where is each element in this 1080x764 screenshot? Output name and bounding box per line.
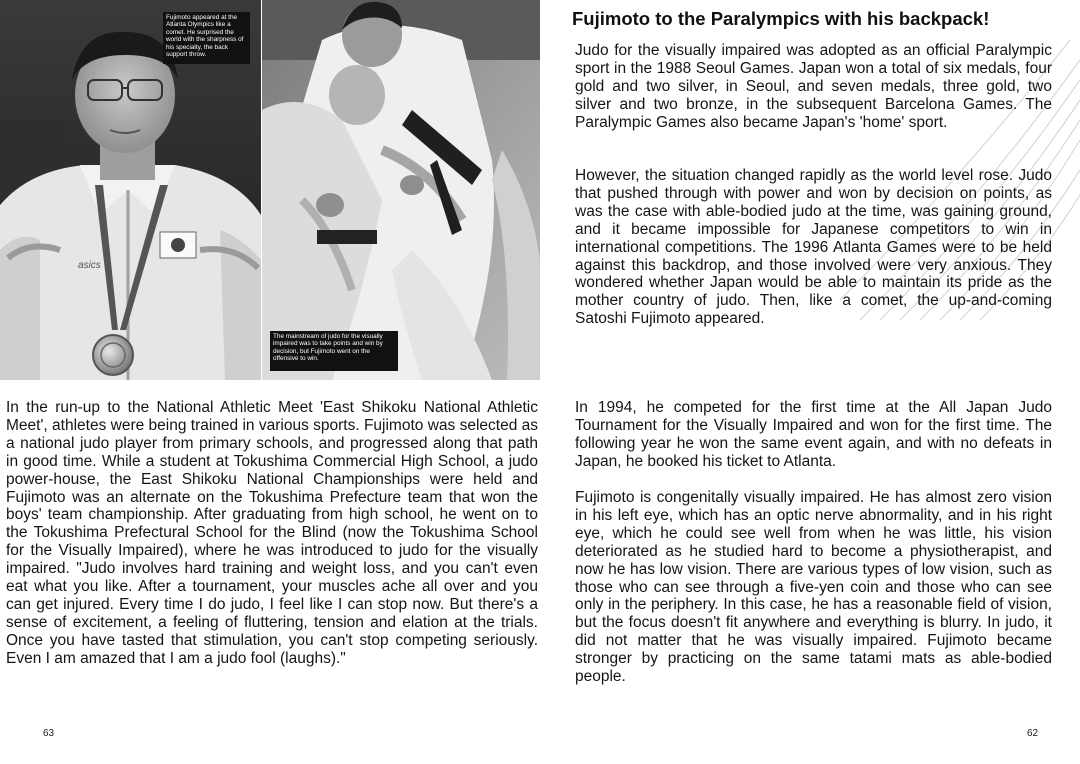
right-paragraph-3: In 1994, he competed for the first time at the All Japan Judo Tournament for the Visually Impaired and won for the first time. The following year he won the same event again, and with no defeats in Japan, he booked his ticket to Atlanta. bbox=[575, 399, 1052, 470]
judo-match-photo bbox=[262, 0, 540, 380]
photo-caption-medalist: Fujimoto appeared at the Atlanta Olympics like a comet. He surprised the world with the sharpness of his specialty, the back support throw. bbox=[163, 12, 250, 64]
left-body-paragraph: In the run-up to the National Athletic Meet 'East Shikoku National Athletic Meet', athletes were being trained in various sports. Fujimoto was selected as a national judo player from primary schools, and progressed along that path in good time. While a student at Tokushima Commercial High School, a judo power-house, the East Shikoku National Championships were held and Fujimoto was an alternate on the Tokushima Prefecture team that won the boys' team championship. After graduating from high school, he went on to the Tokushima Prefectural School for the Blind (now the Tokushima School for the Visually Impaired), where he was introduced to judo for the visually impaired. "Judo involves hard training and weight loss, and you can't even eat what you like. After a tournament, your muscles ache all over and you can get injured. Every time I do judo, I feel like I can stop now. But there's a sense of excitement, a feeling of fluttering, tension and elation at the trials. Once you have tasted that stimulation, you can't stop competing seriously. Even I am amazed that I am a judo fool (laughs)." bbox=[6, 399, 538, 667]
svg-text:asics: asics bbox=[78, 260, 101, 271]
right-paragraph-1: Judo for the visually impaired was adopted as an official Paralympic sport in the 1988 Seoul Games. Japan won a total of six medals, four gold and two silver, in Seoul, and seven medals, three gold, two silver and two bronze, in the subsequent Barcelona Games. The Paralympic Games also became Japan's 'home' sport. bbox=[575, 42, 1052, 131]
photo-caption-match: The mainstream of judo for the visually impaired was to take points and win by decision, but Fujimoto went on the offensive to win. bbox=[270, 331, 398, 371]
page-number-right: 62 bbox=[1027, 728, 1039, 739]
page-number-left: 63 bbox=[43, 728, 55, 739]
right-paragraph-2: However, the situation changed rapidly as the world level rose. Judo that pushed through with power and won by decision on points, as was the case with able-bodied judo at the time, was gaining ground, and it became impossible for Japanese competitors to win in international competitions. The 1996 Atlanta Games were to be held against this backdrop, and those involved were very anxious. They wondered whether Japan would be able to maintain its pride as the mother country of judo. Then, like a comet, the up-and-coming Satoshi Fujimoto appeared. bbox=[575, 167, 1052, 328]
article-title: Fujimoto to the Paralympics with his backpack! bbox=[572, 8, 990, 29]
right-paragraph-4: Fujimoto is congenitally visually impaired. He has almost zero vision in his left eye, which has an optic nerve abnormality, and in his right eye, which he could see well from when he was little, his vision deteriorated as he studied hard to become a physiotherapist, and now he has low vision. There are various types of low vision, such as those who can see through a five-yen coin and those who can see only in the periphery. In this case, he has a reasonable field of vision, but the focus doesn't fit anywhere and everything is blurry. In judo, it did not matter that he was visually impaired. Fujimoto became stronger by practicing on the same tatami mats as able-bodied people. bbox=[575, 489, 1052, 686]
